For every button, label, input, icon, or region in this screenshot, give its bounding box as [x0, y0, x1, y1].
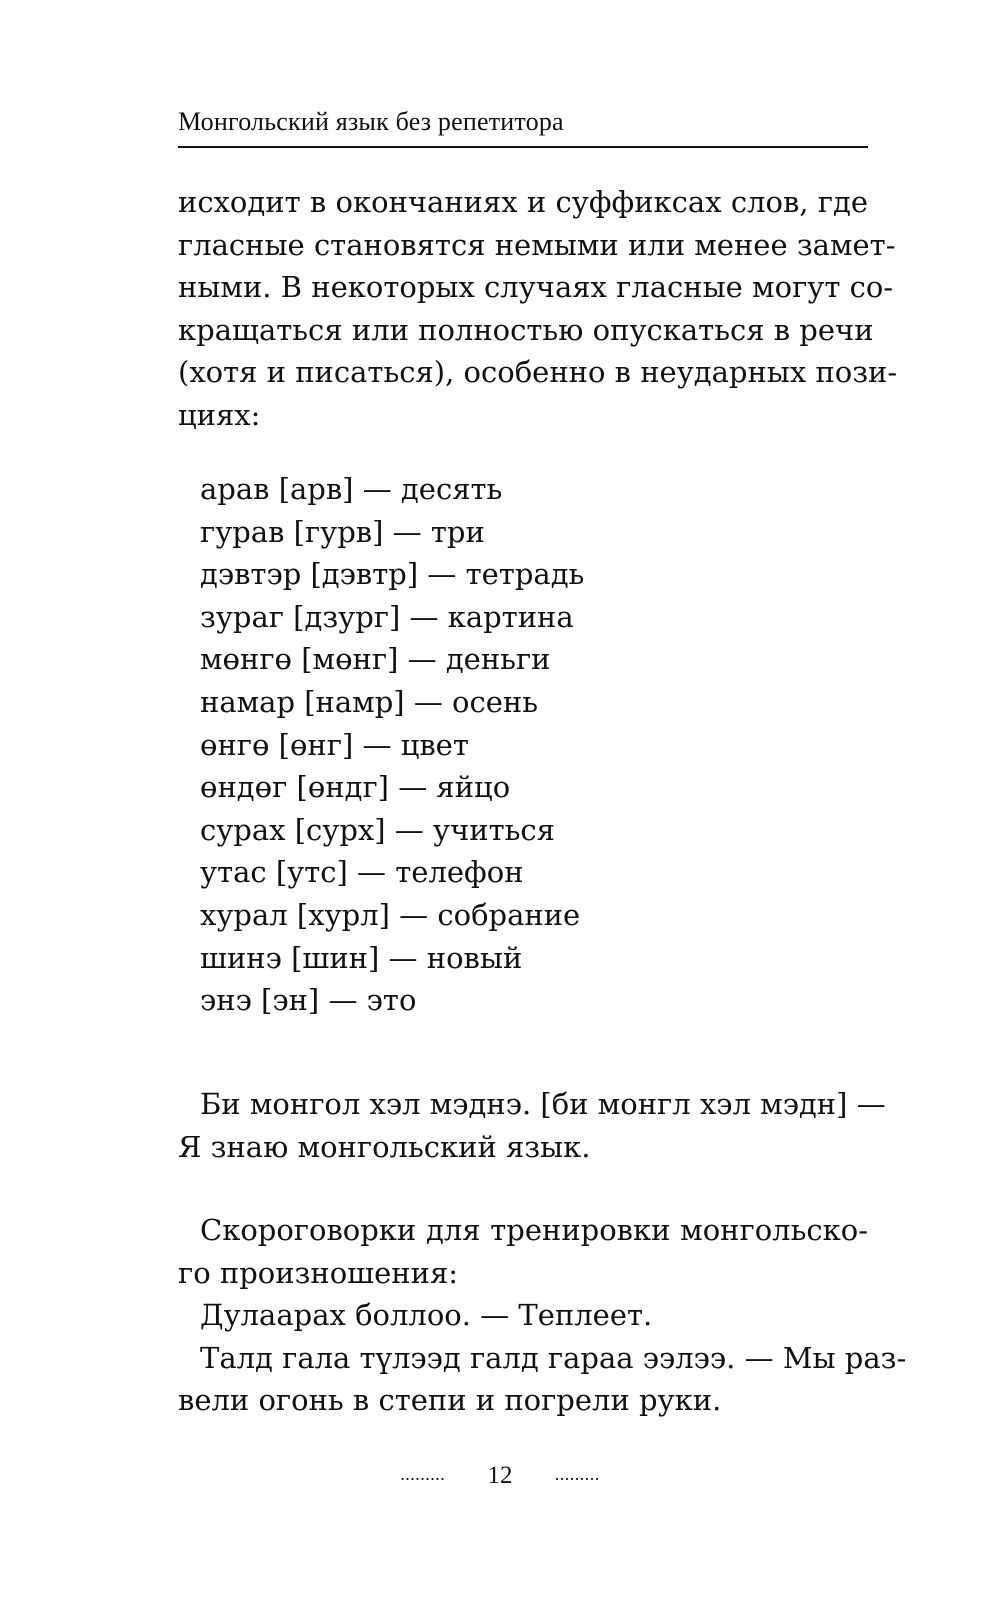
text-line: Скороговорки для тренировки монгольско- [200, 1213, 868, 1247]
example-sentence [178, 1083, 886, 1168]
page-footer [0, 1459, 1000, 1491]
vocabulary-list [178, 468, 868, 1022]
vocabulary-item: энэ [эн] — это [200, 983, 417, 1018]
tongue-twister-item: Талд гала түлээд галд гараа ээлээ. — Мы раз- [200, 1340, 907, 1375]
vocabulary-item: хурал [хурл] — собрание [200, 897, 581, 932]
tongue-twister-item: Дулаарах боллоо. — Теплеет. [200, 1298, 653, 1332]
text-line: ными. В некоторых случаях гласные могут со- [178, 270, 894, 304]
text-line: гласные становятся немыми или менее замет- [178, 227, 896, 262]
vocabulary-item: дэвтэр [дэвтр] — тетрадь [200, 557, 585, 592]
text-line: Би монгол хэл мэднэ. [би монгл хэл мэдн] — [200, 1087, 886, 1121]
vocabulary-item: арав [арв] — десять [200, 472, 503, 506]
vocabulary-item: утас [утс] — телефон [200, 855, 524, 890]
running-head: Монгольский язык без репетитора [178, 107, 564, 136]
vocabulary-item: өндөг [өндг] — яйцо [200, 770, 511, 805]
text-line: кращаться или полностью опускаться в речи [178, 312, 874, 347]
text-line: Я знаю монгольский язык. [178, 1129, 591, 1164]
vocabulary-item: өнгө [өнг] — цвет [200, 727, 469, 762]
vocabulary-item: намар [намр] — осень [200, 684, 539, 719]
page-number: 12 [487, 1462, 513, 1489]
text-line: исходит в окончаниях и суффиксах слов, где [178, 185, 868, 219]
footer-ornament-right: ......... [554, 1464, 600, 1484]
footer-ornament-left: ......... [400, 1464, 446, 1484]
paragraph-vowel-reduction [178, 181, 898, 436]
vocabulary-item: мөнгө [мөнг] — деньги [200, 642, 551, 677]
vocabulary-item: шинэ [шин] — новый [200, 940, 523, 975]
text-line: го произношения: [178, 1255, 459, 1290]
header-rule [178, 146, 868, 148]
text-line: (хотя и писаться), особенно в неударных пози- [178, 355, 898, 389]
text-line: циях: [178, 397, 261, 432]
vocabulary-item: гурав [гурв] — три [200, 514, 485, 549]
text-line: вели огонь в степи и погрели руки. [178, 1383, 722, 1417]
tongue-twisters [178, 1209, 907, 1422]
vocabulary-item: сурах [сурх] — учиться [200, 812, 555, 847]
vocabulary-item: зураг [дзург] — картина [200, 599, 574, 634]
